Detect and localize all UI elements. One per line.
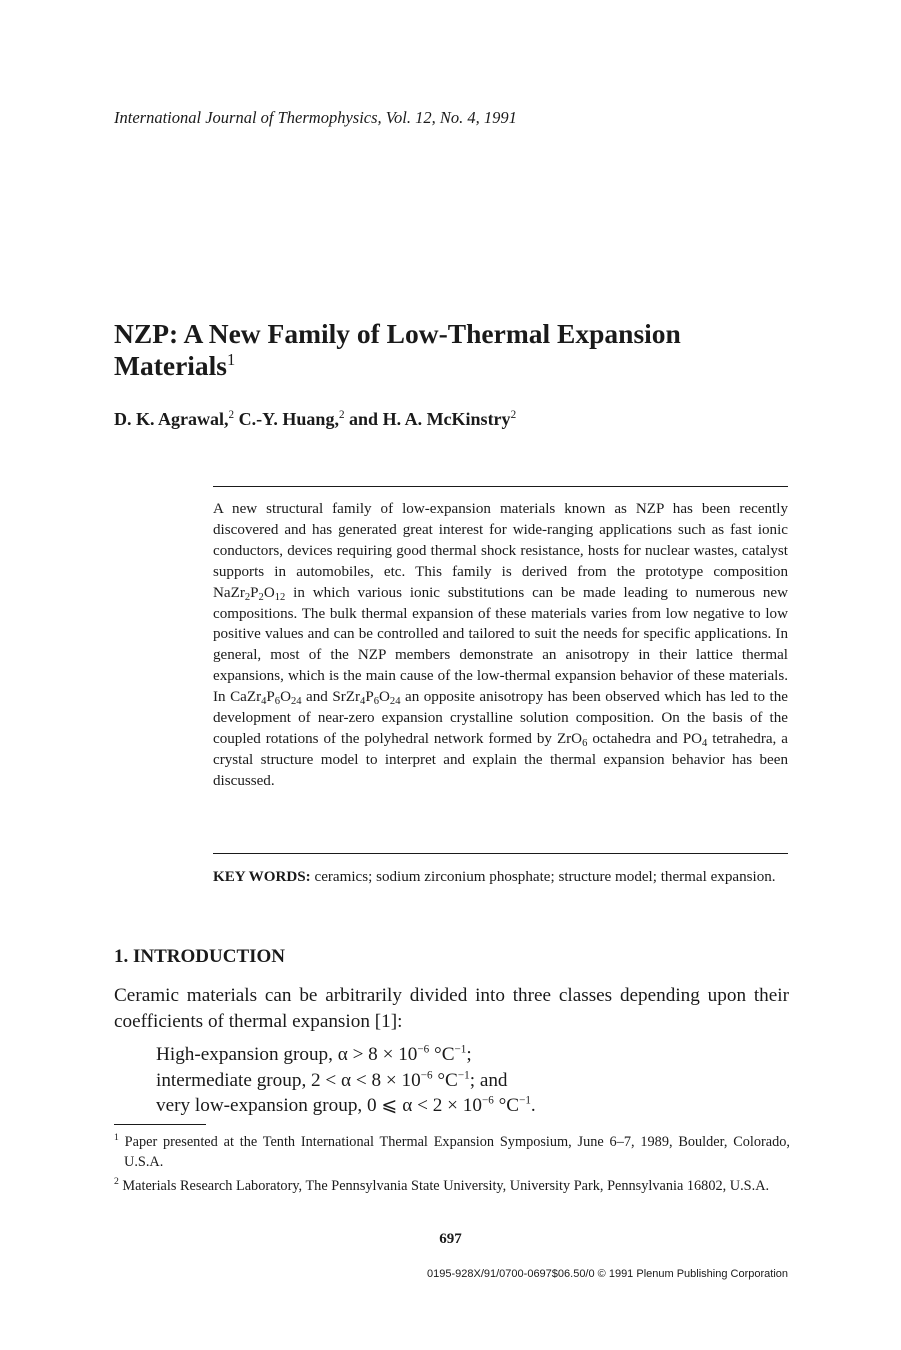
page-number: 697	[439, 1231, 462, 1247]
key-words-label: KEY WORDS:	[213, 869, 311, 885]
title-footnote-mark: 1	[227, 349, 236, 369]
author-affiliation-mark: 2	[338, 409, 345, 421]
expansion-group-item: intermediate group, $2 < \alpha < 8 \times 10^{-6}$ $^\circ C^{-1}$; and	[156, 1069, 508, 1091]
abstract-text: and	[301, 689, 333, 706]
formula-cazrpo: $CaZr_4P_6O_{24}$	[230, 689, 302, 708]
author-conjunction: and	[349, 409, 379, 429]
footnote-1	[114, 1132, 790, 1172]
footnote-mark: 2	[114, 1176, 119, 1188]
footnote-text: Paper presented at the Tenth International Thermal Expansion Symposium, June 6–7, 1989, Boulder, Colorado, U.S.A.	[118, 1134, 790, 1170]
abstract-text: tetrahedra, a crystal structure model to interpret and explain the thermal expansion behavior has been discussed.	[213, 730, 788, 789]
abstract-text: in which various ionic substitutions can be made leading to numerous new compositions. The bulk thermal expansion of these materials varies from low negative to low positive values and can be controlled and tailored to suit the needs for specific applications. In general, most of the NZP members demonstrate an anisotropy in their lattice thermal expansions, which is the main cause of the low-thermal expansion behavior of these materials. In	[213, 584, 788, 706]
key-words-text: ceramics; sodium zirconium phosphate; structure model; thermal expansion.	[310, 869, 776, 885]
abstract-text: an opposite anisotropy has been observed which has led to the development of near-zero expansion crystalline solution composition. On the basis of the coupled rotations of the polyhedral network formed by	[213, 689, 788, 747]
footnote-text: Materials Research Laboratory, The Pennsylvania State University, University Park, Pennsylvania 16802, U.S.A.	[118, 1178, 770, 1194]
author-list	[114, 409, 516, 430]
expansion-group-item: very low-expansion group, 0 ⩽ $\alpha < 2 \times 10^{-6}$ $^\circ C^{-1}$.	[156, 1094, 536, 1116]
abstract	[213, 499, 788, 792]
author-name: C.-Y. Huang,	[238, 409, 339, 429]
section-heading: 1. INTRODUCTION	[114, 946, 286, 967]
abstract-text: A new structural family of low-expansion materials known as NZP has been recently discovered and has generated great interest for wide-ranging applications such as fast ionic conductors, devices requiring good thermal shock resistance, hosts for nuclear wastes, catalyst supports in automobiles, etc. This family is derived from the prototype composition	[213, 501, 788, 580]
expansion-group-item: High-expansion group, $\alpha > 8 \times 10^{-6}$ $^\circ C^{-1}$;	[156, 1043, 472, 1065]
author-affiliation-mark: 2	[228, 409, 235, 421]
formula-zro6: ZrO$_6$	[556, 730, 588, 749]
formula-po4: $PO_4$	[682, 730, 708, 749]
title-line-1: NZP: A New Family of Low-Thermal Expansion	[114, 318, 681, 349]
title-line-2: Materials	[114, 350, 228, 381]
abstract-text: octahedra and	[587, 730, 683, 747]
abstract-top-rule	[213, 486, 788, 487]
intro-paragraph: Ceramic materials can be arbitrarily divided into three classes depending upon their coefficients of thermal expansion [1]:	[114, 985, 789, 1032]
formula-srzrpo: $SrZr_4P_6O_{24}$	[332, 689, 401, 708]
footnote-mark: 1	[114, 1132, 119, 1144]
expansion-group-list	[156, 1042, 536, 1119]
journal-citation: International Journal of Thermophysics, Vol. 12, No. 4, 1991	[114, 108, 517, 127]
footnote-2	[114, 1176, 790, 1196]
author-affiliation-mark: 2	[510, 409, 517, 421]
author-name: H. A. McKinstry	[382, 409, 511, 429]
paper-title	[114, 318, 804, 382]
copyright-line: 0195-928X/91/0700-0697$06.50/0 © 1991 Plenum Publishing Corporation	[427, 1268, 788, 1280]
formula-nzp: $NaZr_2P_2O_{12}$	[213, 584, 286, 603]
author-name: D. K. Agrawal,	[114, 409, 229, 429]
key-words	[213, 867, 788, 888]
abstract-bottom-rule	[213, 853, 788, 854]
footnote-rule	[114, 1124, 206, 1125]
